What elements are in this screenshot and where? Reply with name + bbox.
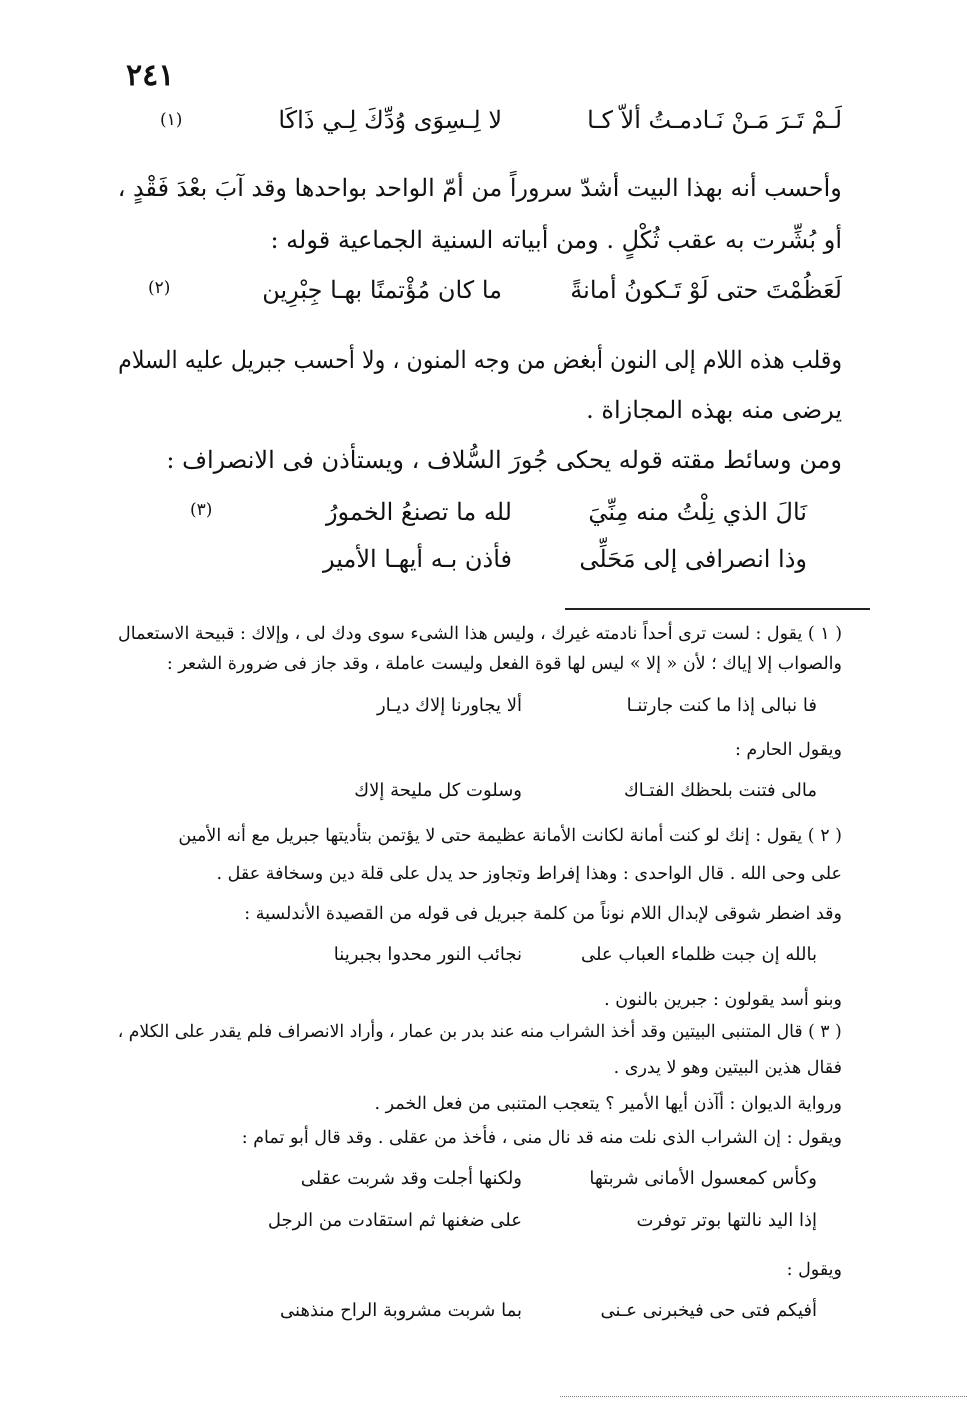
verse-3-line-2-hemistich-2: فأذن بـه أيهـا الأمير xyxy=(322,545,512,573)
footnote-2-line-1: ( ٢ ) يقول : إنك لو كنت أمانة لكانت الأمانة عظيمة حتى لا يؤتمن بتأديتها جبريل مع أنه الأمين xyxy=(178,826,842,846)
verse-3-line-2-hemistich-1: وذا انصرافى إلى مَحَلِّى xyxy=(579,545,807,573)
footnote-3-line-4: ويقول : إن الشراب الذى نلت منه قد نال منى ، فأخذ من عقلى . وقد قال أبو تمام : xyxy=(241,1128,842,1148)
footnote-3-verse-1-hemistich-1: وكأس كمعسول الأمانى شربتها xyxy=(589,1168,817,1189)
footnote-2-line-2: على وحى الله . قال الواحدى : وهذا إفراط وتجاوز حد يدل على قلة دين وسخافة عقل . xyxy=(216,864,842,884)
paragraph-1-line-2: أو بُشِّرت به عقب ثُكْلٍ . ومن أبياته السنية الجماعية قوله : xyxy=(270,226,842,254)
footnote-1-verse-a-hemistich-1: فا نبالى إذا ما كنت جارتنـا xyxy=(626,695,817,716)
footnote-3-line-2: فقال هذين البيتين وهو لا يدرى . xyxy=(613,1058,842,1078)
paragraph-2-line-2: يرضى منه بهذه المجازاة . xyxy=(586,396,842,424)
verse-3-line-1-hemistich-1: نَالَ الذي نِلْتُ منه مِنِّيَ xyxy=(588,498,807,526)
footnote-marker-2: (٢) xyxy=(148,278,171,298)
verse-1-hemistich-1: لَـمْ تَـرَ مَـنْ نَـادمـتُ ألاّ كـا xyxy=(587,106,842,134)
verse-3-line-1-hemistich-2: لله ما تصنعُ الخمورُ xyxy=(325,498,512,526)
footnote-2-verse-hemistich-1: بالله إن جبت ظلماء العباب على xyxy=(580,944,817,965)
footnote-marker-1: (١) xyxy=(160,110,183,130)
paragraph-2-line-1: وقلب هذه اللام إلى النون أبغض من وجه المنون ، ولا أحسب جبريل عليه السلام xyxy=(118,346,842,374)
page-number: ٢٤١ xyxy=(126,58,175,93)
footnote-3-last-verse-hemistich-2: بما شربت مشروبة الراح منذهنى xyxy=(280,1300,522,1321)
footnote-3-line-1: ( ٣ ) قال المتنبى البيتين وقد أخذ الشراب منه عند بدر بن عمار ، وأراد الانصراف فلم يقدر على الكلام ، xyxy=(118,1022,842,1042)
footnote-2-line-after: وبنو أسد يقولون : جبرين بالنون . xyxy=(604,990,842,1010)
footnote-separator xyxy=(565,608,870,610)
page-bottom-edge xyxy=(560,1396,967,1397)
verse-1-hemistich-2: لا لِـسِوَى وُدِّكَ لِـي ذَاكَا xyxy=(278,106,502,134)
footnote-3-line-after: ويقول : xyxy=(786,1260,842,1280)
footnote-1-line-3: ويقول الحارم : xyxy=(734,740,842,760)
footnote-1-line-1: ( ١ ) يقول : لست ترى أحداً نادمته غيرك ، وليس هذا الشىء سوى ودك لى ، وإلاك : قبيحة الاستعمال xyxy=(118,624,842,644)
paragraph-1-line-1: وأحسب أنه بهذا البيت أشدّ سروراً من أمّ الواحد بواحدها وقد آبَ بعْدَ فَقْدٍ ، xyxy=(118,174,842,202)
footnote-3-last-verse-hemistich-1: أفيكم فتى حى فيخبرنى عـنى xyxy=(600,1300,817,1321)
footnote-1-line-2: والصواب إلا إياك ؛ لأن « إلا » ليس لها قوة الفعل وليست عاملة ، وقد جاز فى ضرورة الشعر : xyxy=(166,654,842,674)
footnote-2-verse-hemistich-2: نجائب النور محدوا بجبرينا xyxy=(333,944,522,965)
footnote-3-verse-2-hemistich-1: إذا اليد نالتها بوتر توفرت xyxy=(636,1210,817,1231)
footnote-1-verse-b-hemistich-2: وسلوت كل مليحة إلاك xyxy=(354,780,522,801)
footnote-1-verse-a-hemistich-2: ألا يجاورنا إلاك ديـار xyxy=(376,695,522,716)
footnote-marker-3: (٣) xyxy=(190,500,213,520)
verse-2-hemistich-1: لَعَظُمْتَ حتى لَوْ تَـكونُ أمانةً xyxy=(570,276,842,304)
footnote-3-verse-2-hemistich-2: على ضغنها ثم استقادت من الرجل xyxy=(267,1210,522,1231)
footnote-3-line-3: ورواية الديوان : أآذن أيها الأمير ؟ يتعجب المتنبى من فعل الخمر . xyxy=(374,1094,842,1114)
footnote-2-line-3: وقد اضطر شوقى لإبدال اللام نوناً من كلمة جبريل فى قوله من القصيدة الأندلسية : xyxy=(244,904,842,924)
footnote-1-verse-b-hemistich-1: مالى فتنت بلحظك الفتـاك xyxy=(623,780,817,801)
footnote-3-verse-1-hemistich-2: ولكنها أجلت وقد شربت عقلى xyxy=(300,1168,522,1189)
verse-2-hemistich-2: ما كان مُؤْتمنًا بهـا جِبْرِين xyxy=(262,276,502,304)
paragraph-3: ومن وسائط مقته قوله يحكى جُورَ السُّلاف ، ويستأذن فى الانصراف : xyxy=(166,446,842,474)
